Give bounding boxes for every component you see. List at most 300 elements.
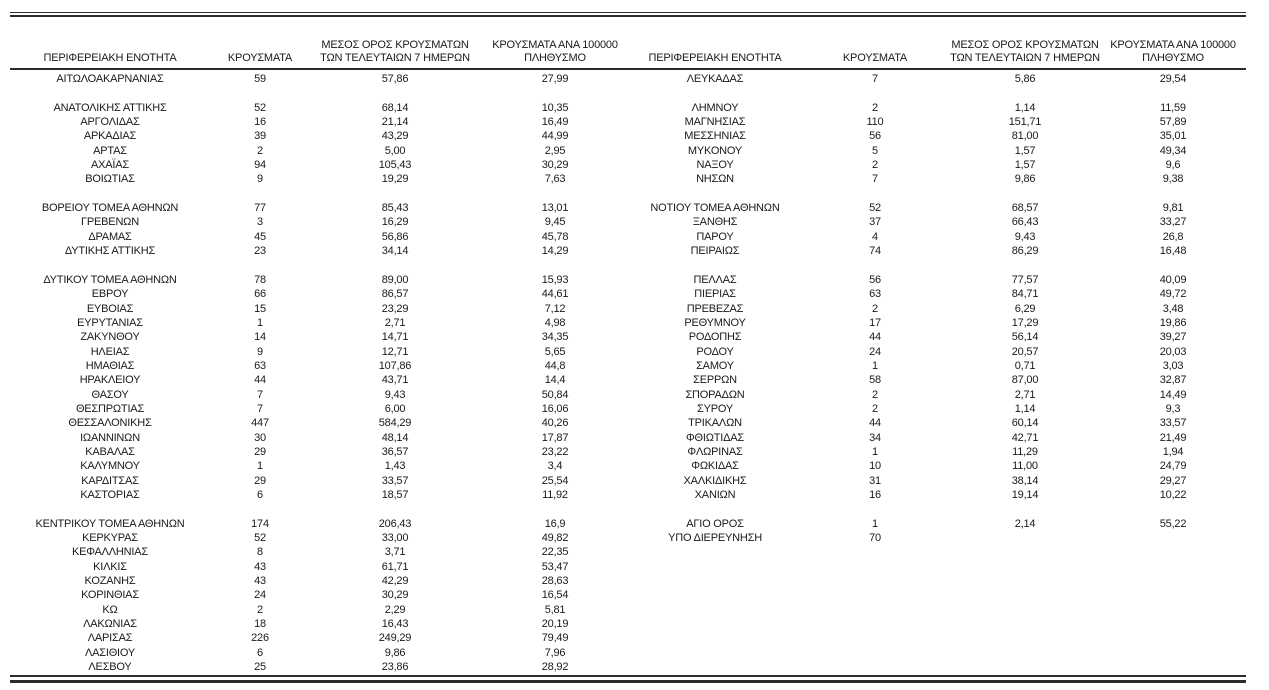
avg7-cell: 57,86 — [381, 73, 409, 85]
cases-cell: 8 — [257, 546, 263, 559]
per100k-cell: 7,12 — [544, 302, 566, 315]
region-cell: ΛΑΡΙΣΑΣ — [87, 632, 133, 645]
per100k-cell: 55,22 — [1159, 517, 1187, 530]
avg7-cell: 56,86 — [381, 230, 409, 243]
table-top-rule-thin — [10, 12, 1246, 13]
avg7-cell: 5,00 — [384, 144, 406, 157]
per100k-cell — [480, 502, 630, 516]
avg7-cell: 66,43 — [1011, 216, 1039, 229]
region-cell: ΑΓΙΟ ΟΡΟΣ — [686, 517, 744, 530]
cases-cell: 37 — [869, 216, 881, 229]
avg7-cell: 2,71 — [1014, 388, 1036, 401]
cases-cell: 56 — [869, 130, 881, 143]
per100k-cell: 44,8 — [544, 359, 566, 372]
cases-cell: 52 — [254, 101, 266, 114]
avg7-cell: 3,71 — [384, 546, 406, 559]
cases-column-header-right — [800, 52, 950, 68]
region-cell — [10, 187, 210, 201]
avg7-cell: 16,29 — [381, 216, 409, 229]
cases-cell: 1 — [872, 517, 878, 530]
avg7-cell — [950, 646, 1100, 660]
per100k-cell: 1,94 — [1162, 445, 1184, 458]
cases-cell — [800, 258, 950, 272]
per100k-cell: 21,49 — [1159, 431, 1187, 444]
avg7-cell — [950, 86, 1100, 100]
avg7-cell: 42,29 — [381, 575, 409, 588]
region-header-label: ΠΕΡΙΦΕΡΕΙΑΚΗ ΕΝΟΤΗΤΑ — [43, 52, 177, 64]
avg7-cell: 9,43 — [384, 388, 406, 401]
cases-cell: 78 — [254, 273, 266, 286]
region-cell — [630, 646, 800, 660]
avg7-cell: 2,71 — [384, 316, 406, 329]
avg7-cell: 6,00 — [384, 402, 406, 415]
cases-cell: 2 — [257, 144, 263, 157]
per100k-cell — [1100, 588, 1246, 602]
cases-cell: 66 — [254, 288, 266, 301]
avg7-cell — [950, 660, 1100, 674]
region-cell — [630, 631, 800, 645]
avg7-cell: 77,57 — [1011, 273, 1039, 286]
per100k-column-header-right — [1100, 39, 1246, 68]
avg7-cell — [950, 631, 1100, 645]
avg7-cell: 42,71 — [1011, 431, 1039, 444]
avg7-cell: 1,57 — [1014, 144, 1036, 157]
avg7-cell: 36,57 — [381, 445, 409, 458]
per100k-header-line2: ΠΛΗΘΥΣΜΟ — [1142, 52, 1204, 64]
per100k-cell: 9,3 — [1165, 402, 1181, 415]
per100k-cell: 16,54 — [541, 589, 569, 602]
region-cell: ΛΕΥΚΑΔΑΣ — [686, 73, 744, 85]
per100k-cell: 79,49 — [541, 632, 569, 645]
per100k-cell: 19,86 — [1159, 316, 1187, 329]
cases-cell: 52 — [869, 202, 881, 215]
avg7-cell: 11,29 — [1012, 445, 1038, 458]
avg7-cell: 9,86 — [384, 646, 406, 659]
per100k-cell — [1100, 86, 1246, 100]
region-cell: ΛΗΜΝΟΥ — [691, 101, 739, 114]
table-bottom-rule-thin — [10, 675, 1246, 677]
avg7-cell: 68,57 — [1011, 202, 1039, 215]
region-cell: ΧΑΛΚΙΔΙΚΗΣ — [683, 474, 747, 487]
avg7-cell: 249,29 — [378, 632, 412, 645]
region-column-header-right — [630, 52, 800, 68]
region-cell: ΠΕΙΡΑΙΩΣ — [690, 245, 740, 258]
region-cell — [630, 502, 800, 516]
region-cell: ΔΥΤΙΚΗΣ ΑΤΤΙΚΗΣ — [64, 245, 156, 258]
avg7-cell — [950, 617, 1100, 631]
per100k-cell: 40,26 — [541, 417, 569, 430]
per100k-cell: 9,81 — [1162, 202, 1184, 215]
cases-cell: 63 — [254, 359, 266, 372]
region-cell: ΖΑΚΥΝΘΟΥ — [80, 331, 140, 344]
cases-cell: 52 — [254, 532, 266, 544]
region-cell: ΧΑΝΙΩΝ — [694, 488, 736, 501]
cases-cell: 6 — [257, 646, 263, 659]
region-cell: ΡΕΘΥΜΝΟΥ — [684, 316, 746, 329]
region-cell: ΘΑΣΟΥ — [91, 388, 129, 401]
per100k-cell — [1100, 545, 1246, 559]
cases-cell — [800, 545, 950, 559]
avg7-cell: 23,86 — [381, 661, 409, 674]
region-cell: ΕΥΡΥΤΑΝΙΑΣ — [77, 316, 143, 329]
region-cell — [630, 617, 800, 631]
avg7-cell: 86,29 — [1011, 245, 1039, 258]
per100k-header-line1: ΚΡΟΥΣΜΑΤΑ ΑΝΑ 100000 — [1110, 39, 1236, 51]
cases-cell: 2 — [872, 402, 878, 415]
per100k-cell: 33,57 — [1159, 417, 1187, 430]
avg7-cell — [950, 187, 1100, 201]
per100k-cell: 10,22 — [1159, 488, 1187, 501]
per100k-cell — [1100, 258, 1246, 272]
table-top-rule-thick — [10, 15, 1246, 17]
per100k-cell: 50,84 — [541, 388, 569, 401]
cases-cell: 58 — [869, 374, 881, 387]
cases-cell: 17 — [869, 316, 881, 329]
region-cell — [630, 588, 800, 602]
cases-cell: 59 — [254, 73, 266, 85]
per100k-cell: 2,95 — [544, 144, 566, 157]
per100k-header-line2: ΠΛΗΘΥΣΜΟ — [524, 52, 586, 64]
region-cell — [630, 545, 800, 559]
avg7-cell: 9,43 — [1014, 230, 1036, 243]
per100k-cell — [1100, 646, 1246, 660]
region-cell: ΛΑΣΙΘΙΟΥ — [84, 646, 136, 659]
region-cell: ΚΑΒΑΛΑΣ — [85, 445, 135, 458]
cases-column-header-left — [210, 52, 310, 68]
region-cell: ΜΥΚΟΝΟΥ — [687, 144, 743, 157]
region-cell: ΑΝΑΤΟΛΙΚΗΣ ΑΤΤΙΚΗΣ — [53, 101, 167, 114]
avg7-cell — [950, 603, 1100, 617]
avg7-cell: 6,29 — [1014, 302, 1036, 315]
region-cell: ΣΥΡΟΥ — [696, 402, 733, 415]
per100k-cell: 29,54 — [1159, 73, 1187, 85]
cases-cell: 1 — [872, 445, 878, 458]
per100k-cell — [480, 86, 630, 100]
per100k-cell: 53,47 — [541, 560, 569, 573]
region-cell — [10, 86, 210, 100]
per100k-cell: 9,38 — [1162, 173, 1184, 186]
cases-cell: 18 — [254, 618, 266, 631]
per100k-cell: 5,65 — [544, 345, 566, 358]
cases-cell — [800, 560, 950, 574]
avg7-cell: 5,86 — [1014, 73, 1036, 85]
per100k-cell: 45,78 — [541, 230, 569, 243]
avg7-header-line2: ΤΩΝ ΤΕΛΕΥΤΑΙΩΝ 7 ΗΜΕΡΩΝ — [950, 52, 1100, 64]
cases-cell — [800, 646, 950, 660]
per100k-cell: 57,89 — [1159, 116, 1187, 129]
avg7-cell: 48,14 — [381, 431, 409, 444]
cases-cell — [800, 187, 950, 201]
cases-cell: 4 — [872, 230, 878, 243]
avg7-cell: 30,29 — [381, 589, 409, 602]
avg7-cell: 12,71 — [381, 345, 409, 358]
cases-cell — [800, 86, 950, 100]
avg7-column-header-right — [950, 39, 1100, 68]
region-cell: ΠΑΡΟΥ — [696, 230, 734, 243]
region-cell: ΚΕΡΚΥΡΑΣ — [82, 532, 138, 544]
cases-cell: 24 — [869, 345, 881, 358]
cases-cell: 3 — [257, 216, 263, 229]
per100k-cell: 16,49 — [541, 116, 569, 129]
region-cell: ΘΕΣΣΑΛΟΝΙΚΗΣ — [68, 417, 152, 430]
region-cell: ΑΙΤΩΛΟΑΚΑΡΝΑΝΙΑΣ — [56, 73, 164, 85]
cases-cell: 43 — [254, 560, 266, 573]
per100k-cell: 27,99 — [541, 73, 569, 85]
per100k-cell — [1100, 617, 1246, 631]
avg7-cell: 86,57 — [381, 288, 409, 301]
avg7-cell: 60,14 — [1011, 417, 1039, 430]
avg7-header-line1: ΜΕΣΟΣ ΟΡΟΣ ΚΡΟΥΣΜΑΤΩΝ — [951, 39, 1099, 51]
avg7-cell: 43,29 — [381, 130, 409, 143]
per100k-column-header-left — [480, 39, 630, 68]
per100k-header-line1: ΚΡΟΥΣΜΑΤΑ ΑΝΑ 100000 — [492, 39, 618, 51]
region-cell: ΤΡΙΚΑΛΩΝ — [688, 417, 742, 430]
avg7-cell — [950, 531, 1100, 545]
region-cell — [630, 574, 800, 588]
avg7-cell: 21,14 — [381, 116, 409, 129]
cases-cell: 1 — [872, 359, 878, 372]
cases-cell: 44 — [869, 417, 881, 430]
region-cell: ΚΕΦΑΛΛΗΝΙΑΣ — [71, 546, 149, 559]
per100k-cell: 35,01 — [1159, 130, 1187, 143]
cases-cell: 70 — [869, 532, 881, 544]
cases-cell: 14 — [254, 331, 266, 344]
cases-cell: 16 — [254, 116, 266, 129]
table-bottom-rule-thick — [10, 680, 1246, 683]
avg7-cell — [950, 545, 1100, 559]
avg7-cell: 23,29 — [381, 302, 409, 315]
cases-header-label: ΚΡΟΥΣΜΑΤΑ — [842, 52, 908, 64]
per100k-cell: 44,61 — [541, 288, 569, 301]
per100k-cell — [1100, 603, 1246, 617]
region-cell: ΦΘΙΩΤΙΔΑΣ — [685, 431, 745, 444]
region-cell: ΗΜΑΘΙΑΣ — [85, 359, 135, 372]
cases-cell: 174 — [251, 517, 269, 530]
per100k-cell: 22,35 — [541, 546, 569, 559]
per100k-cell: 28,63 — [541, 575, 569, 588]
region-cell — [10, 502, 210, 516]
per100k-cell: 26,8 — [1162, 230, 1184, 243]
cases-cell — [800, 631, 950, 645]
avg7-cell: 87,00 — [1011, 374, 1039, 387]
region-column-header-left — [10, 52, 210, 68]
cases-cell: 16 — [869, 488, 881, 501]
avg7-cell: 38,14 — [1011, 474, 1039, 487]
per100k-cell: 30,29 — [541, 159, 569, 172]
region-cell: ΛΑΚΩΝΙΑΣ — [83, 618, 137, 631]
cases-cell: 7 — [872, 173, 878, 186]
region-cell: ΑΧΑΪΑΣ — [90, 159, 129, 172]
avg7-cell — [310, 86, 480, 100]
cases-cell: 7 — [872, 73, 878, 85]
region-cell: ΝΑΞΟΥ — [696, 159, 734, 172]
avg7-cell: 85,43 — [381, 202, 409, 215]
cases-cell: 94 — [254, 159, 266, 172]
cases-cell: 15 — [254, 302, 266, 315]
avg7-cell: 151,71 — [1008, 116, 1042, 129]
per100k-cell: 16,06 — [541, 402, 569, 415]
cases-cell: 9 — [257, 345, 263, 358]
region-cell: ΝΗΣΩΝ — [696, 173, 734, 186]
region-cell — [630, 86, 800, 100]
per100k-cell: 9,45 — [544, 216, 566, 229]
per100k-cell: 3,03 — [1162, 359, 1184, 372]
cases-cell: 77 — [254, 202, 266, 215]
per100k-cell: 28,92 — [541, 661, 569, 674]
region-cell: ΚΟΖΑΝΗΣ — [84, 575, 136, 588]
cases-cell: 1 — [257, 460, 263, 473]
cases-cell: 23 — [254, 245, 266, 258]
avg7-cell: 81,00 — [1011, 130, 1039, 143]
avg7-cell: 1,14 — [1014, 101, 1036, 114]
per100k-cell: 10,35 — [541, 101, 569, 114]
avg7-cell: 34,14 — [381, 245, 409, 258]
per100k-cell: 32,87 — [1159, 374, 1187, 387]
region-cell: ΒΟΙΩΤΙΑΣ — [85, 173, 135, 186]
cases-cell: 34 — [869, 431, 881, 444]
cases-cell: 63 — [869, 288, 881, 301]
per100k-cell: 39,27 — [1159, 331, 1187, 344]
avg7-cell: 17,29 — [1011, 316, 1039, 329]
region-cell: ΚΑΛΥΜΝΟΥ — [80, 460, 140, 473]
cases-cell: 6 — [257, 488, 263, 501]
region-cell: ΔΥΤΙΚΟΥ ΤΟΜΕΑ ΑΘΗΝΩΝ — [43, 273, 177, 286]
per100k-cell: 23,22 — [541, 445, 569, 458]
avg7-cell: 1,57 — [1014, 159, 1036, 172]
cases-cell: 44 — [869, 331, 881, 344]
per100k-cell — [1100, 560, 1246, 574]
per100k-cell: 7,96 — [544, 646, 566, 659]
region-cell: ΑΡΤΑΣ — [93, 144, 127, 157]
cases-cell: 2 — [872, 159, 878, 172]
region-cell: ΑΡΓΟΛΙΔΑΣ — [80, 116, 140, 129]
avg7-cell: 19,29 — [381, 173, 409, 186]
avg7-cell: 584,29 — [378, 417, 412, 430]
cases-cell: 226 — [251, 632, 269, 645]
cases-cell: 7 — [257, 388, 263, 401]
per100k-cell: 13,01 — [541, 202, 569, 215]
avg7-cell — [950, 502, 1100, 516]
cases-cell: 447 — [251, 417, 269, 430]
per100k-cell — [480, 187, 630, 201]
per100k-cell: 34,35 — [541, 331, 569, 344]
region-cell — [630, 258, 800, 272]
per100k-cell — [1100, 502, 1246, 516]
avg7-header-line1: ΜΕΣΟΣ ΟΡΟΣ ΚΡΟΥΣΜΑΤΩΝ — [321, 39, 469, 51]
avg7-cell: 33,57 — [381, 474, 409, 487]
region-cell — [630, 187, 800, 201]
region-cell: ΑΡΚΑΔΙΑΣ — [83, 130, 137, 143]
region-cell: ΣΑΜΟΥ — [696, 359, 734, 372]
per100k-cell: 9,6 — [1165, 159, 1181, 172]
per100k-cell: 29,27 — [1159, 474, 1187, 487]
region-cell: ΙΩΑΝΝΙΝΩΝ — [80, 431, 140, 444]
region-cell — [630, 560, 800, 574]
region-cell: ΝΟΤΙΟΥ ΤΟΜΕΑ ΑΘΗΝΩΝ — [650, 202, 780, 215]
region-cell: ΡΟΔΟΥ — [696, 345, 734, 358]
region-cell: ΚΙΛΚΙΣ — [93, 560, 127, 573]
per100k-cell: 15,93 — [541, 273, 569, 286]
per100k-cell: 25,54 — [541, 474, 569, 487]
cases-cell: 5 — [872, 144, 878, 157]
per100k-cell: 40,09 — [1159, 273, 1187, 286]
region-cell: ΕΥΒΟΙΑΣ — [86, 302, 134, 315]
avg7-cell: 11,00 — [1012, 460, 1038, 473]
avg7-cell: 33,00 — [381, 532, 409, 544]
avg7-cell: 206,43 — [378, 517, 412, 530]
region-cell: ΗΛΕΙΑΣ — [90, 345, 130, 358]
cases-cell: 2 — [872, 101, 878, 114]
per100k-cell: 44,99 — [541, 130, 569, 143]
per100k-cell: 14,49 — [1159, 388, 1187, 401]
per100k-cell: 16,9 — [544, 517, 566, 530]
per100k-cell — [1100, 574, 1246, 588]
per100k-cell: 14,29 — [541, 245, 569, 258]
avg7-cell: 43,71 — [381, 374, 409, 387]
per100k-cell: 4,98 — [544, 316, 566, 329]
per100k-cell: 14,4 — [544, 374, 566, 387]
per100k-cell: 16,48 — [1159, 245, 1187, 258]
region-cell: ΕΒΡΟΥ — [91, 288, 129, 301]
region-cell — [10, 258, 210, 272]
cases-cell — [210, 502, 310, 516]
avg7-cell: 1,43 — [384, 460, 406, 473]
avg7-cell — [950, 560, 1100, 574]
per100k-cell: 49,72 — [1159, 288, 1187, 301]
region-cell: ΔΡΑΜΑΣ — [88, 230, 132, 243]
per100k-cell: 49,82 — [541, 532, 569, 544]
per100k-cell: 5,81 — [544, 603, 566, 616]
per100k-cell — [1100, 660, 1246, 674]
region-cell: ΜΑΓΝΗΣΙΑΣ — [684, 116, 746, 129]
cases-cell — [800, 502, 950, 516]
region-cell: ΛΕΣΒΟΥ — [88, 661, 132, 674]
per100k-cell — [1100, 187, 1246, 201]
per100k-cell: 20,03 — [1159, 345, 1187, 358]
per100k-cell — [480, 258, 630, 272]
region-header-label: ΠΕΡΙΦΕΡΕΙΑΚΗ ΕΝΟΤΗΤΑ — [648, 52, 782, 64]
region-cell: ΡΟΔΟΠΗΣ — [688, 331, 742, 344]
per100k-cell — [1100, 631, 1246, 645]
region-cell: ΣΠΟΡΑΔΩΝ — [685, 388, 745, 401]
region-cell: ΠΙΕΡΙΑΣ — [694, 288, 736, 301]
avg7-cell: 105,43 — [378, 159, 412, 172]
per100k-cell: 20,19 — [541, 618, 569, 631]
avg7-cell — [310, 187, 480, 201]
avg7-cell: 107,86 — [378, 359, 412, 372]
region-cell: ΣΕΡΡΩΝ — [693, 374, 737, 387]
avg7-cell — [950, 574, 1100, 588]
avg7-column-header-left — [310, 39, 480, 68]
cases-cell — [800, 603, 950, 617]
per100k-cell: 3,48 — [1162, 302, 1184, 315]
region-cell: ΜΕΣΣΗΝΙΑΣ — [684, 130, 746, 143]
avg7-cell: 61,71 — [381, 560, 409, 573]
cases-cell — [210, 187, 310, 201]
avg7-cell: 68,14 — [381, 101, 409, 114]
avg7-cell: 84,71 — [1011, 288, 1039, 301]
per100k-cell: 17,87 — [541, 431, 569, 444]
cases-cell: 39 — [254, 130, 266, 143]
avg7-cell — [310, 502, 480, 516]
cases-cell: 56 — [869, 273, 881, 286]
region-cell: ΗΡΑΚΛΕΙΟΥ — [79, 374, 141, 387]
cases-cell: 7 — [257, 402, 263, 415]
avg7-cell: 19,14 — [1011, 488, 1039, 501]
per100k-cell: 49,34 — [1159, 144, 1187, 157]
cases-cell: 43 — [254, 575, 266, 588]
region-cell: ΒΟΡΕΙΟΥ ΤΟΜΕΑ ΑΘΗΝΩΝ — [41, 202, 179, 215]
